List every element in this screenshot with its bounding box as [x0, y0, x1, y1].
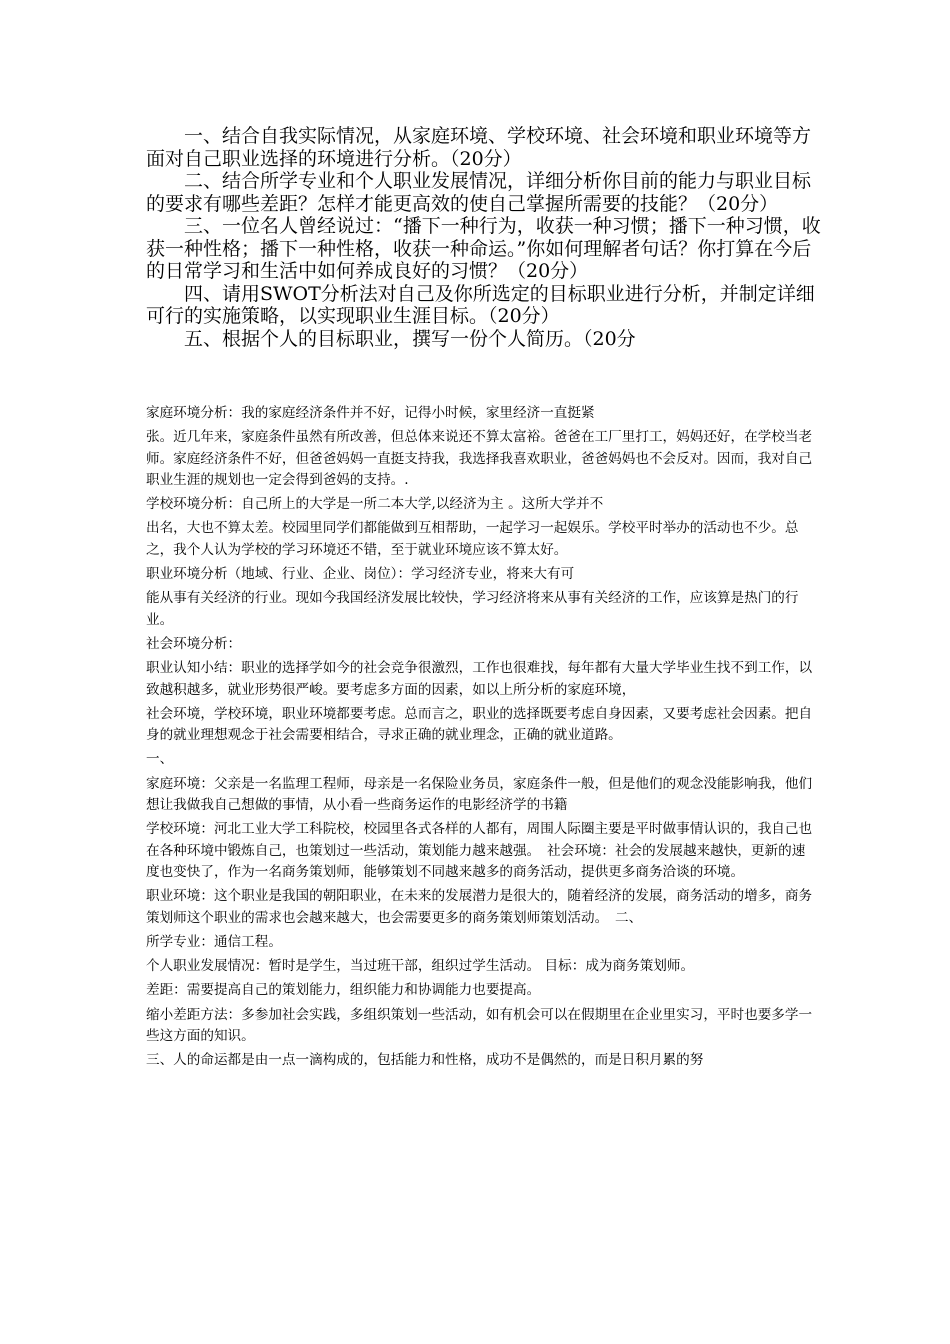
career-summary-continued: 社会环境，学校环境，职业环境都要考虑。总而言之，职业的选择既要考虑自身因素，又要考虑社会因素。把自身的就业理想观念于社会需要相结合，寻求正确的就业理念，正确的就业道路。	[146, 705, 813, 744]
question-3: 三、一位名人曾经说过：“播下一种行为，收获一种习惯；播下一种习惯，收获一种性格；播下一种性格，收获一种命运。”你如何理解者句话？你打算在今后的日常学习和生活中如何养成良好的习惯？（20分）	[146, 215, 821, 282]
gap-method-text: 缩小差距方法：多参加社会实践，多组织策划一些活动，如有机会可以在假期里在企业里实习，平时也要多学一些这方面的知识。	[146, 1006, 813, 1045]
gap-text: 差距：需要提高自己的策划能力，组织能力和协调能力也要提高。	[146, 982, 541, 999]
social-analysis-heading: 社会环境分析：	[146, 635, 242, 652]
question-1: 一、结合自我实际情况，从家庭环境、学校环境、社会环境和职业环境等方面对自己职业选择的环境进行分析。（20分）	[146, 125, 812, 170]
family-analysis-text: 张。近几年来，家庭条件虽然有所改善，但总体来说还不算太富裕。爸爸在工厂里打工，妈妈还好，在学校当老师。家庭经济条件不好，但爸爸妈妈一直挺支持我，我选择我喜欢职业，爸爸妈妈也不会反对。因而，我对自己职业生涯的规划也一定会得到爸妈的支持。.	[146, 429, 813, 488]
school-analysis-intro: 学校环境分析：自己所上的大学是一所二本大学,以经济为主 。这所大学并不	[146, 496, 604, 513]
family-environment-text: 家庭环境：父亲是一名监理工程师，母亲是一名保险业务员，家庭条件一般，但是他们的观念没能影响我，他们想让我做我自己想做的事情，从小看一些商务运作的电影经济学的书籍	[146, 775, 813, 814]
career-analysis-intro: 职业环境分析（地域、行业、企业、岗位）：学习经济专业，将来大有可	[146, 566, 575, 583]
question-5: 五、根据个人的目标职业，撰写一份个人简历。（20分	[184, 327, 636, 350]
section-three-text: 三、人的命运都是由一点一滴构成的，包括能力和性格，成功不是偶然的，而是日积月累的努	[146, 1052, 704, 1069]
major-text: 所学专业：通信工程。	[146, 933, 282, 950]
family-analysis-intro: 家庭环境分析：我的家庭经济条件并不好，记得小时候，家里经济一直挺紧	[146, 405, 595, 421]
question-2: 二、结合所学专业和个人职业发展情况，详细分析你目前的能力与职业目标的要求有哪些差距？怎样才能更高效的使自己掌握所需要的技能？（20分）	[146, 170, 812, 215]
career-summary-text: 职业认知小结：职业的选择学如今的社会竞争很激烈，工作也很难找，每年都有大量大学毕业生找不到工作，以致越积越多，就业形势很严峻。要考虑多方面的因素，如以上所分析的家庭环境，	[146, 660, 813, 698]
career-environment-text: 职业环境：这个职业是我国的朝阳职业，在未来的发展潜力是很大的，随着经济的发展，商务活动的增多，商务策划师这个职业的需求也会越来越大，也会需要更多的商务策划师策划活动。 二、	[146, 888, 813, 926]
school-environment-text: 学校环境：河北工业大学工科院校，校园里各式各样的人都有，周围人际圈主要是平时做事情认识的，我自己也在各种环境中锻炼自己，也策划过一些活动，策划能力越来越强。 社会环境：社会的发展越来越快，更新的速度也变快了，作为一名商务策划师，能够策划不同越来越多的商务活动，提供更多商务洽谈的环境。	[146, 821, 813, 880]
question-list	[146, 125, 826, 350]
section-one-marker: 一、	[146, 751, 174, 768]
school-analysis-text: 出名，大也不算太差。校园里同学们都能做到互相帮助，一起学习一起娱乐。学校平时举办的活动也不少。总之，我个人认为学校的学习环境还不错，至于就业环境应该不算太好。	[146, 520, 799, 558]
question-4: 四、请用SWOT分析法对自己及你所选定的目标职业进行分析，并制定详细可行的实施策略，以实现职业生涯目标。（20分）	[146, 282, 815, 327]
answer-body	[146, 403, 816, 1075]
development-text: 个人职业发展情况：暂时是学生，当过班干部，组织过学生活动。 目标：成为商务策划师。	[146, 958, 695, 975]
career-analysis-text: 能从事有关经济的行业。现如今我国经济发展比较快，学习经济将来从事有关经济的工作，应该算是热门的行业。	[146, 590, 799, 628]
